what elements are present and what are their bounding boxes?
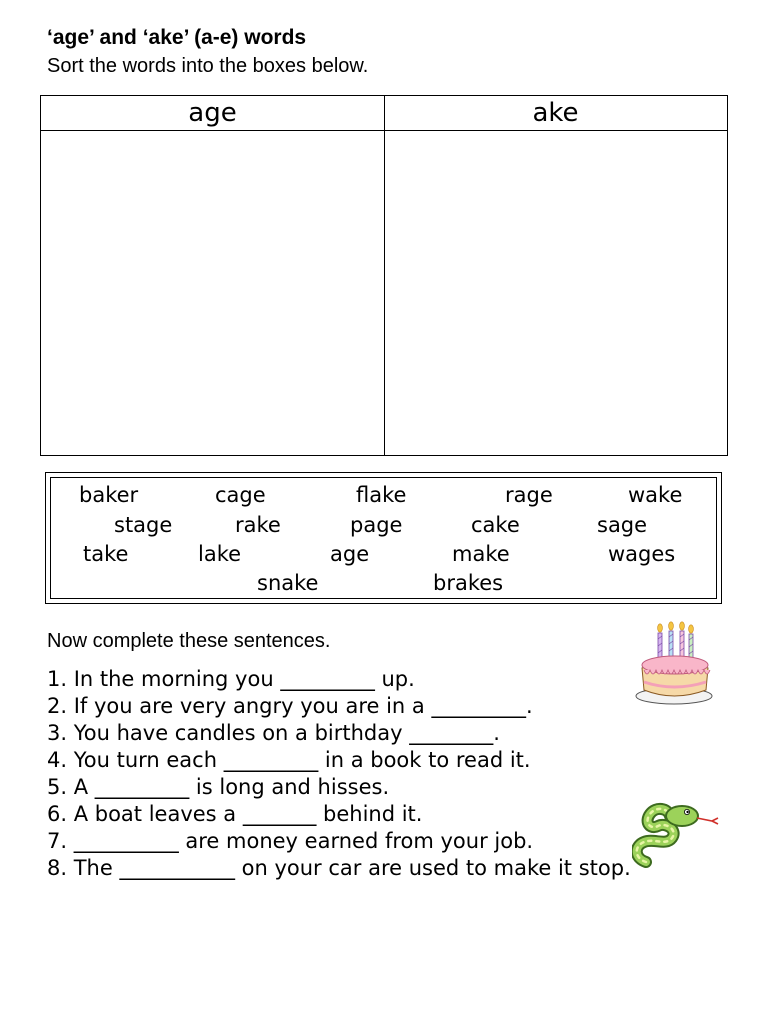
sentence-8: 8. The ___________ on your car are used to make it stop. — [47, 856, 631, 880]
sentence-2: 2. If you are very angry you are in a _________. — [47, 694, 533, 718]
word-bank-item: sage — [597, 513, 648, 537]
worksheet-instructions: Sort the words into the boxes below. — [47, 55, 369, 77]
age-answer-box[interactable] — [41, 131, 384, 455]
sentence-6: 6. A boat leaves a _______ behind it. — [47, 802, 423, 826]
birthday-cake-icon — [634, 620, 718, 708]
worksheet-title: ‘age’ and ‘ake’ (a-e) words — [47, 26, 307, 49]
word-bank-item: take — [83, 542, 129, 566]
word-bank-item: lake — [198, 542, 242, 566]
sentence-4: 4. You turn each _________ in a book to read it. — [47, 748, 531, 772]
sentences-instructions: Now complete these sentences. — [47, 630, 331, 652]
snake-icon — [632, 796, 724, 870]
word-bank-item: snake — [257, 571, 319, 595]
sentence-3: 3. You have candles on a birthday ________. — [47, 721, 500, 745]
word-bank-item: baker — [79, 483, 139, 507]
table-divider — [384, 96, 385, 455]
word-bank-item: age — [330, 542, 370, 566]
column-header-ake: ake — [384, 96, 727, 131]
word-bank-item: wages — [608, 542, 676, 566]
ake-answer-box[interactable] — [385, 131, 727, 455]
sentence-5: 5. A _________ is long and hisses. — [47, 775, 390, 799]
word-bank-item: make — [452, 542, 510, 566]
word-bank-item: rage — [505, 483, 553, 507]
word-bank-item: stage — [114, 513, 173, 537]
word-bank-item: cake — [471, 513, 520, 537]
sorting-table — [40, 95, 728, 456]
word-bank-item: page — [350, 513, 403, 537]
sentence-7: 7. __________ are money earned from your job. — [47, 829, 534, 853]
column-header-age: age — [41, 96, 384, 131]
word-bank-item: rake — [235, 513, 281, 537]
word-bank — [45, 472, 722, 604]
word-bank-item: brakes — [433, 571, 504, 595]
sentence-1: 1. In the morning you _________ up. — [47, 667, 415, 691]
word-bank-item: cage — [215, 483, 266, 507]
word-bank-item: flake — [356, 483, 407, 507]
word-bank-item: wake — [628, 483, 683, 507]
